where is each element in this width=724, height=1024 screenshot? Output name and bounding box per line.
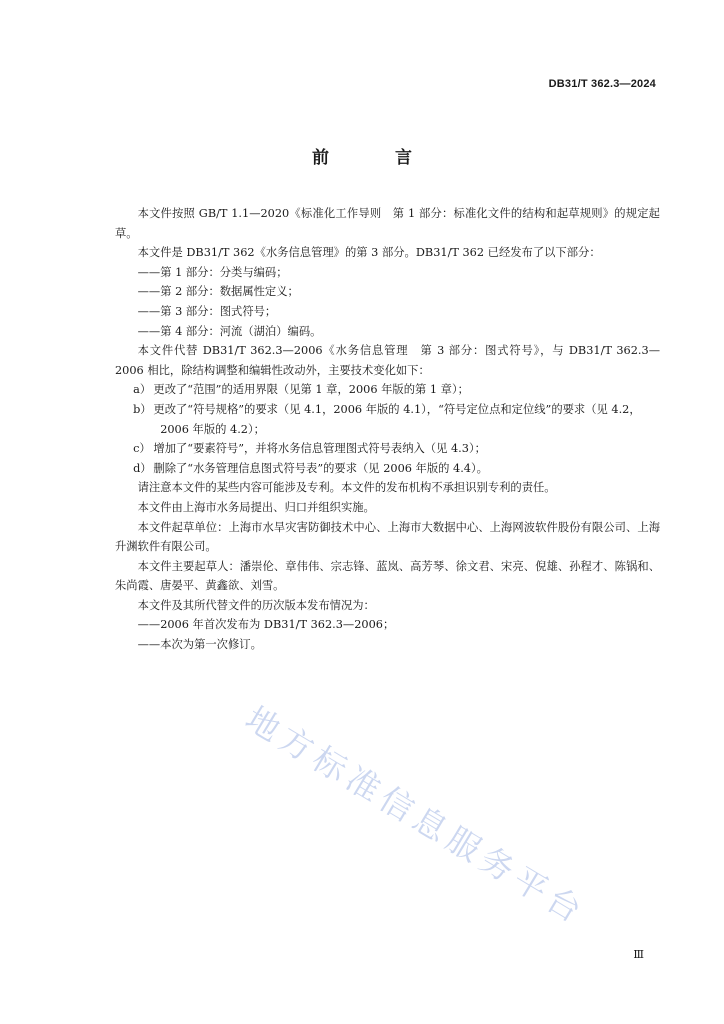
history-heading: 本文件及其所代替文件的历次版本发布情况为：: [137, 598, 375, 612]
drafting-rule-paragraph: 本文件按照 GB/T 1.1—2020《标准化工作导则 第 1 部分：标准化文件的结构和起草规则》的规定起草。: [115, 207, 660, 240]
history-item: ——2006 年首次发布为 DB31/T 362.3—2006；: [137, 618, 395, 632]
proposer-paragraph: 本文件由上海市水务局提出、归口并组织实施。: [137, 500, 375, 514]
history-item: ——本次为第一次修订。: [137, 638, 262, 652]
change-list-text: 删除了“水务管理信息图式符号表”的要求（见 2006 年版的 4.4）。: [153, 461, 488, 475]
replacement-paragraph: 本文件代替 DB31/T 362.3—2006《水务信息管理 第 3 部分：图式符号》，与 DB31/T 362.3—2006 相比，除结构调整和编辑性改动外，主要技术变化如下：: [115, 344, 660, 377]
change-list-marker: a）: [133, 383, 152, 397]
series-paragraph: 本文件是 DB31/T 362《水务信息管理》的第 3 部分。DB31/T 362 已经发布了以下部分：: [137, 246, 601, 260]
change-list-item: [115, 459, 660, 479]
page-number: Ⅲ: [633, 948, 644, 961]
change-list-text: 更改了“符号规格”的要求（见 4.1，2006 年版的 4.1），“符号定位点和定位线”的要求（见 4.2，2006 年版的 4.2）；: [153, 402, 641, 436]
document-code: DB31/T 362.3—2024: [548, 78, 656, 90]
drafting-units-paragraph: 本文件起草单位：上海市水旱灾害防御技术中心、上海市大数据中心、上海网波软件股份有限公司、上海升渊软件有限公司。: [115, 520, 660, 554]
foreword-body: [115, 204, 660, 655]
change-list-item: [115, 380, 660, 400]
change-list-item: [115, 400, 660, 439]
part-list-item: ——第 2 部分：数据属性定义；: [137, 285, 299, 299]
change-list-marker: c）: [133, 442, 151, 456]
patent-notice: 请注意本文件的某些内容可能涉及专利。本文件的发布机构不承担识别专利的责任。: [137, 481, 556, 495]
change-list-text: 增加了“要素符号”，并将水务信息管理图式符号表纳入（见 4.3）；: [153, 442, 486, 456]
part-list-item: ——第 4 部分：河流（湖泊）编码。: [137, 324, 322, 338]
drafters-paragraph: 本文件主要起草人：潘崇伦、章伟伟、宗志锋、蓝岚、高芳琴、徐文君、宋亮、倪雄、孙程才、陈锅和、朱尚霞、唐晏平、黄鑫欲、刘雪。: [115, 559, 660, 593]
part-list-item: ——第 3 部分：图式符号；: [137, 304, 277, 318]
page-title: 前 言: [312, 148, 442, 168]
change-list-marker: b）: [133, 402, 152, 416]
watermark: 地方标准信息服务平台: [238, 698, 594, 933]
part-list-item: ——第 1 部分：分类与编码；: [137, 265, 288, 279]
change-list-text: 更改了“范围”的适用界限（见第 1 章，2006 年版的第 1 章）；: [153, 383, 469, 397]
change-list-item: [115, 439, 660, 459]
change-list-marker: d）: [133, 461, 152, 475]
